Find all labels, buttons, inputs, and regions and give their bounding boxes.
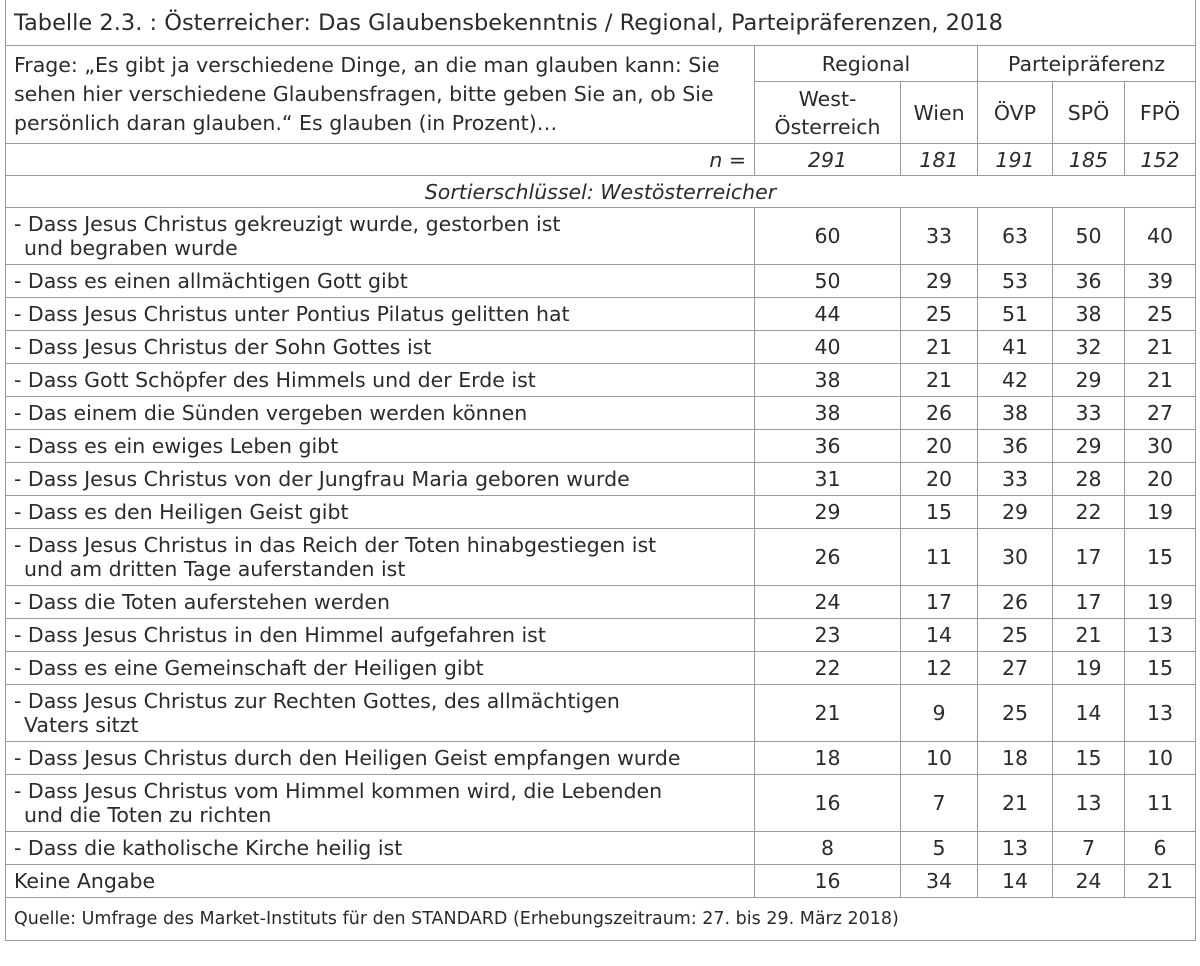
sort-key: Sortierschlüssel: Westösterreicher <box>6 176 1196 208</box>
row-value: 40 <box>755 331 901 364</box>
row-value: 13 <box>978 832 1053 865</box>
row-label <box>6 685 755 742</box>
row-value: 21 <box>1125 865 1196 898</box>
row-label-line: - Dass es einen allmächtigen Gott gibt <box>14 269 408 293</box>
row-label-line: - Dass Gott Schöpfer des Himmels und der Erde ist <box>14 368 536 392</box>
row-value: 44 <box>755 298 901 331</box>
row-value: 21 <box>755 685 901 742</box>
table-row <box>6 397 1196 430</box>
row-value: 6 <box>1125 832 1196 865</box>
row-value: 23 <box>755 619 901 652</box>
row-value: 36 <box>978 430 1053 463</box>
row-value: 11 <box>1125 775 1196 832</box>
n-label: n = <box>6 144 755 176</box>
table-row <box>6 364 1196 397</box>
n-value: 152 <box>1125 144 1196 176</box>
row-value: 28 <box>1053 463 1125 496</box>
table-row <box>6 298 1196 331</box>
row-label-line: - Dass Jesus Christus unter Pontius Pilatus gelitten hat <box>14 302 570 326</box>
table-row <box>6 652 1196 685</box>
row-value: 25 <box>978 619 1053 652</box>
source-note: Quelle: Umfrage des Market-Instituts für den STANDARD (Erhebungszeitraum: 27. bis 29. März 2018) <box>6 898 1196 941</box>
row-value: 16 <box>755 775 901 832</box>
row-value: 34 <box>901 865 978 898</box>
row-label <box>6 529 755 586</box>
column-header-wien: Wien <box>901 82 978 144</box>
table-row <box>6 496 1196 529</box>
row-value: 26 <box>901 397 978 430</box>
row-label <box>6 832 755 865</box>
row-label <box>6 208 755 265</box>
row-value: 51 <box>978 298 1053 331</box>
row-value: 25 <box>901 298 978 331</box>
row-value: 10 <box>1125 742 1196 775</box>
row-value: 32 <box>1053 331 1125 364</box>
row-label <box>6 397 755 430</box>
row-label-line: und die Toten zu richten <box>24 803 272 827</box>
row-value: 20 <box>901 463 978 496</box>
table-row <box>6 685 1196 742</box>
row-label <box>6 331 755 364</box>
row-label <box>6 865 755 898</box>
row-value: 17 <box>901 586 978 619</box>
row-label <box>6 742 755 775</box>
row-value: 29 <box>1053 430 1125 463</box>
row-value: 31 <box>755 463 901 496</box>
row-value: 17 <box>1053 529 1125 586</box>
row-value: 20 <box>1125 463 1196 496</box>
row-value: 33 <box>901 208 978 265</box>
table-row <box>6 619 1196 652</box>
row-value: 36 <box>1053 265 1125 298</box>
row-value: 38 <box>1053 298 1125 331</box>
row-value: 38 <box>755 364 901 397</box>
row-value: 26 <box>978 586 1053 619</box>
table-row <box>6 586 1196 619</box>
row-value: 33 <box>1053 397 1125 430</box>
row-value: 38 <box>978 397 1053 430</box>
row-value: 41 <box>978 331 1053 364</box>
row-value: 19 <box>1053 652 1125 685</box>
row-value: 15 <box>1125 652 1196 685</box>
row-label-line: - Das einem die Sünden vergeben werden können <box>14 401 528 425</box>
table-row <box>6 529 1196 586</box>
table-row <box>6 208 1196 265</box>
row-value: 18 <box>755 742 901 775</box>
n-value: 191 <box>978 144 1053 176</box>
row-label-line: - Dass es den Heiligen Geist gibt <box>14 500 349 524</box>
row-value: 14 <box>1053 685 1125 742</box>
row-label <box>6 496 755 529</box>
row-label-line: - Dass es eine Gemeinschaft der Heiligen gibt <box>14 656 484 680</box>
group-header-regional: Regional <box>755 46 978 82</box>
row-value: 30 <box>978 529 1053 586</box>
column-header-spoe: SPÖ <box>1053 82 1125 144</box>
row-value: 42 <box>978 364 1053 397</box>
row-label-line: Keine Angabe <box>14 869 156 893</box>
belief-table <box>5 0 1196 941</box>
table-row <box>6 331 1196 364</box>
row-value: 13 <box>1125 685 1196 742</box>
row-label-line: - Dass es ein ewiges Leben gibt <box>14 434 339 458</box>
row-label <box>6 430 755 463</box>
row-value: 18 <box>978 742 1053 775</box>
row-label-line: - Dass Jesus Christus von der Jungfrau Maria geboren wurde <box>14 467 630 491</box>
row-value: 24 <box>1053 865 1125 898</box>
row-value: 39 <box>1125 265 1196 298</box>
row-label <box>6 364 755 397</box>
row-value: 27 <box>978 652 1053 685</box>
row-value: 21 <box>978 775 1053 832</box>
row-value: 21 <box>1125 331 1196 364</box>
row-value: 53 <box>978 265 1053 298</box>
row-value: 26 <box>755 529 901 586</box>
row-value: 25 <box>1125 298 1196 331</box>
row-value: 50 <box>1053 208 1125 265</box>
row-label <box>6 586 755 619</box>
row-value: 11 <box>901 529 978 586</box>
row-value: 16 <box>755 865 901 898</box>
table-row <box>6 865 1196 898</box>
row-value: 21 <box>1053 619 1125 652</box>
row-value: 25 <box>978 685 1053 742</box>
row-value: 22 <box>755 652 901 685</box>
n-value: 185 <box>1053 144 1125 176</box>
row-value: 15 <box>1053 742 1125 775</box>
row-value: 24 <box>755 586 901 619</box>
column-header-oevp: ÖVP <box>978 82 1053 144</box>
row-label-line: und am dritten Tage auferstanden ist <box>24 557 406 581</box>
row-value: 29 <box>978 496 1053 529</box>
column-header-west: West-Österreich <box>755 82 901 144</box>
table-row <box>6 430 1196 463</box>
row-label <box>6 652 755 685</box>
table-row <box>6 463 1196 496</box>
row-value: 20 <box>901 430 978 463</box>
n-row <box>6 144 1196 176</box>
row-value: 63 <box>978 208 1053 265</box>
row-value: 29 <box>1053 364 1125 397</box>
row-label-line: - Dass Jesus Christus in das Reich der Toten hinabgestiegen ist <box>14 533 657 557</box>
row-value: 19 <box>1125 496 1196 529</box>
row-value: 12 <box>901 652 978 685</box>
row-label-line: - Dass Jesus Christus der Sohn Gottes ist <box>14 335 432 359</box>
row-value: 15 <box>901 496 978 529</box>
row-value: 10 <box>901 742 978 775</box>
row-label-line: Vaters sitzt <box>24 713 139 737</box>
row-value: 8 <box>755 832 901 865</box>
row-value: 36 <box>755 430 901 463</box>
row-value: 22 <box>1053 496 1125 529</box>
row-value: 29 <box>755 496 901 529</box>
n-value: 291 <box>755 144 901 176</box>
row-label-line: - Dass die katholische Kirche heilig ist <box>14 836 403 860</box>
group-header-party: Parteipräferenz <box>978 46 1196 82</box>
row-value: 21 <box>901 364 978 397</box>
row-label-line: - Dass die Toten auferstehen werden <box>14 590 391 614</box>
row-value: 17 <box>1053 586 1125 619</box>
row-value: 38 <box>755 397 901 430</box>
row-value: 7 <box>1053 832 1125 865</box>
row-label-line: - Dass Jesus Christus gekreuzigt wurde, gestorben ist <box>14 212 561 236</box>
row-value: 14 <box>978 865 1053 898</box>
row-value: 19 <box>1125 586 1196 619</box>
row-value: 27 <box>1125 397 1196 430</box>
row-value: 29 <box>901 265 978 298</box>
row-label <box>6 619 755 652</box>
row-label <box>6 775 755 832</box>
row-value: 40 <box>1125 208 1196 265</box>
row-value: 33 <box>978 463 1053 496</box>
row-label <box>6 298 755 331</box>
question-text: Frage: „Es gibt ja verschiedene Dinge, an die man glauben kann: Sie sehen hier verschiedene Glaubensfragen, bitte geben Sie an, ob Sie persönlich daran glauben.“ Es glauben (in Prozent)… <box>6 46 755 144</box>
row-label-line: und begraben wurde <box>24 236 238 260</box>
table-row <box>6 832 1196 865</box>
row-value: 21 <box>901 331 978 364</box>
row-value: 30 <box>1125 430 1196 463</box>
row-value: 50 <box>755 265 901 298</box>
row-value: 60 <box>755 208 901 265</box>
table-row <box>6 742 1196 775</box>
row-value: 13 <box>1125 619 1196 652</box>
row-label-line: - Dass Jesus Christus zur Rechten Gottes, des allmächtigen <box>14 689 620 713</box>
column-header-fpoe: FPÖ <box>1125 82 1196 144</box>
n-value: 181 <box>901 144 978 176</box>
row-label-line: - Dass Jesus Christus durch den Heiligen Geist empfangen wurde <box>14 746 681 770</box>
row-value: 21 <box>1125 364 1196 397</box>
row-value: 7 <box>901 775 978 832</box>
table-row <box>6 265 1196 298</box>
row-value: 9 <box>901 685 978 742</box>
row-value: 14 <box>901 619 978 652</box>
row-label-line: - Dass Jesus Christus vom Himmel kommen wird, die Lebenden <box>14 779 663 803</box>
row-label-line: - Dass Jesus Christus in den Himmel aufgefahren ist <box>14 623 546 647</box>
row-label <box>6 265 755 298</box>
row-value: 13 <box>1053 775 1125 832</box>
row-label <box>6 463 755 496</box>
table-container <box>5 0 1195 941</box>
row-value: 15 <box>1125 529 1196 586</box>
table-title: Tabelle 2.3. : Österreicher: Das Glaubensbekenntnis / Regional, Parteipräferenzen, 2018 <box>6 0 1196 46</box>
row-value: 5 <box>901 832 978 865</box>
table-row <box>6 775 1196 832</box>
